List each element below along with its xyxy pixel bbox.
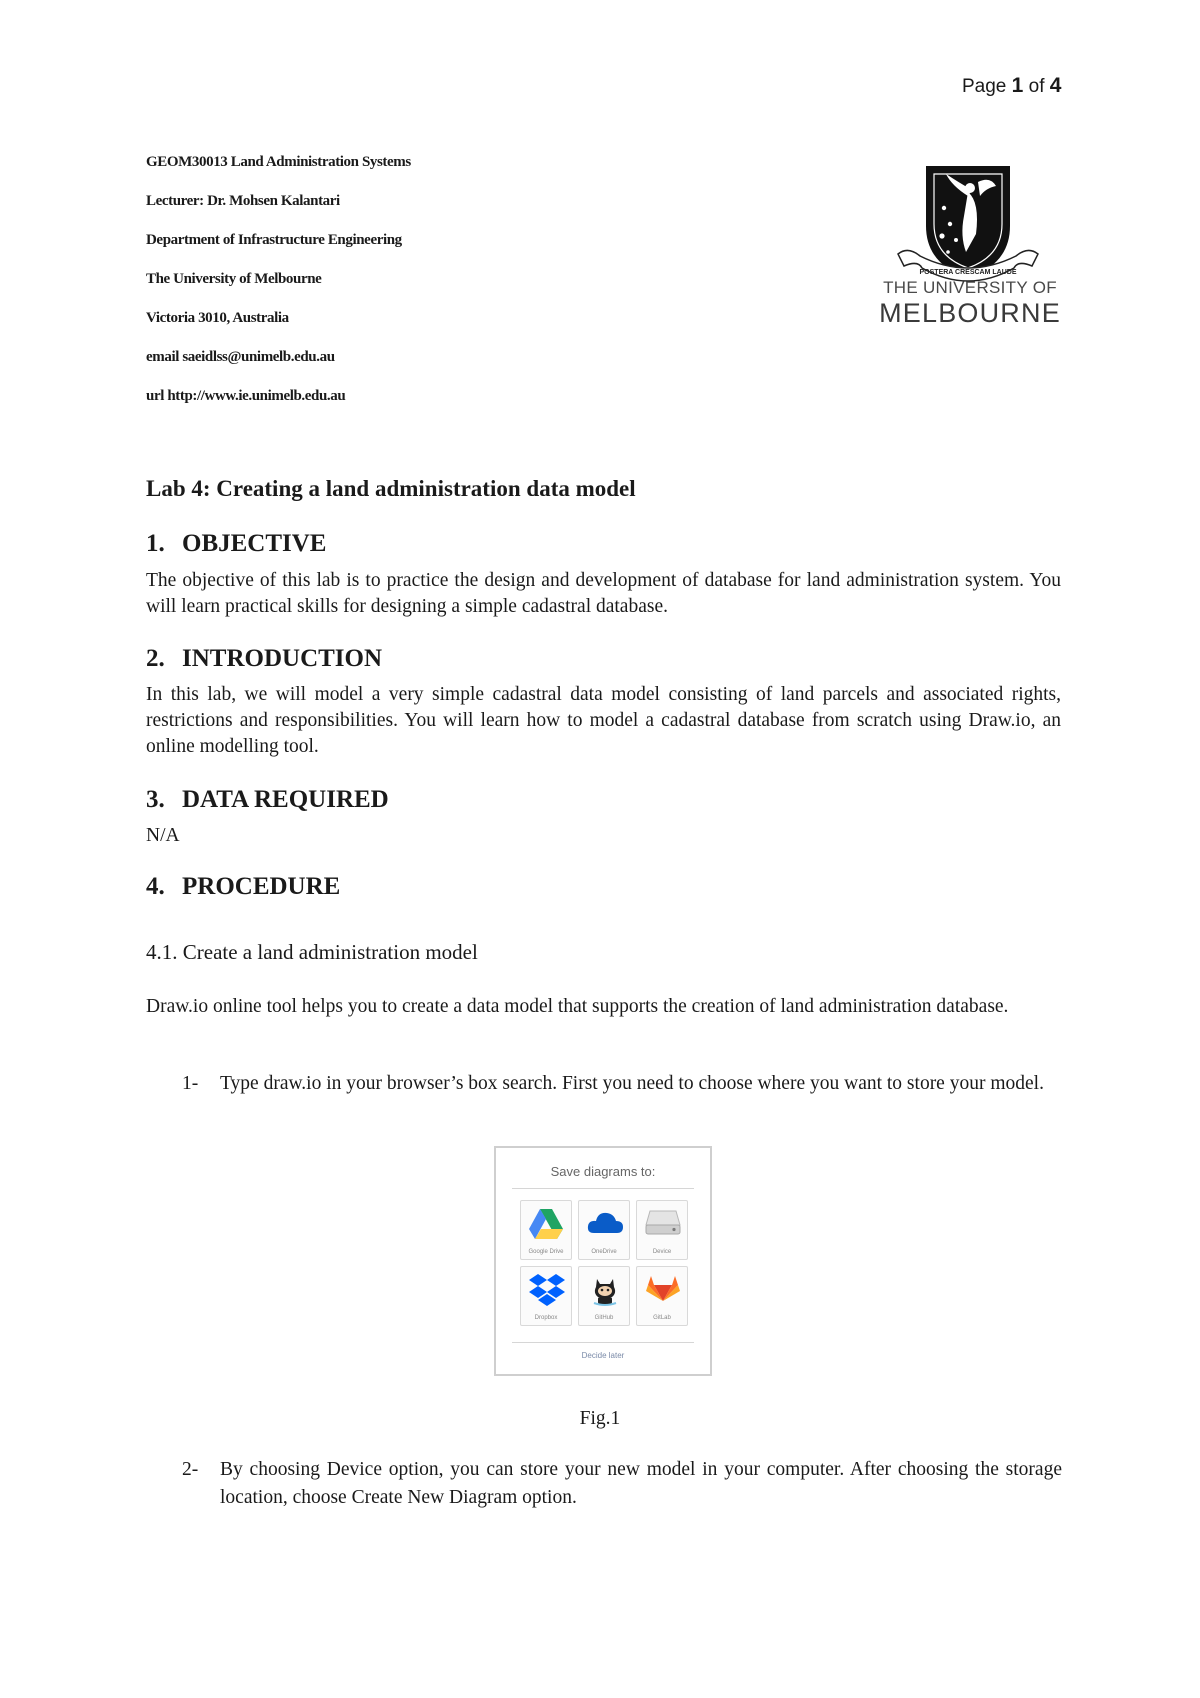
department: Department of Infrastructure Engineering	[146, 232, 402, 248]
introduction-text: In this lab, we will model a very simple cadastral data model consisting of land parcels and associated rights, restrictions and responsibilities. You will learn how to model a cadastral database from scratch using Draw.io, an online modelling tool.	[146, 684, 1061, 757]
email[interactable]: email saeidlss@unimelb.edu.au	[146, 349, 335, 365]
section-heading-introduction: 2. INTRODUCTION	[146, 645, 383, 672]
device-icon	[644, 1207, 682, 1237]
divider	[512, 1342, 694, 1343]
logo-text-line-2: MELBOURNE	[879, 298, 1061, 328]
github-option[interactable]: GitHub	[578, 1266, 630, 1326]
gitlab-icon	[644, 1273, 682, 1305]
university: The University of Melbourne	[146, 271, 322, 287]
onedrive-icon	[586, 1207, 624, 1237]
procedure-intro: Draw.io online tool helps you to create a data model that supports the creation of land administration database.	[146, 996, 1009, 1017]
save-diagrams-dialog	[494, 1146, 712, 1376]
crest-motto: POSTERA CRESCAM LAUDE	[919, 269, 1017, 276]
url[interactable]: url http://www.ie.unimelb.edu.au	[146, 388, 346, 404]
onedrive-option[interactable]: OneDrive	[578, 1200, 630, 1260]
course-header	[146, 152, 706, 425]
address: Victoria 3010, Australia	[146, 310, 289, 326]
page-number: Page 1 of 4	[962, 74, 1062, 97]
data-required-text: N/A	[146, 825, 180, 846]
subsection-heading: 4.1. Create a land administration model	[146, 940, 478, 964]
figure-caption: Fig.1	[579, 1408, 621, 1429]
section-heading-objective: 1. OBJECTIVE	[146, 530, 327, 557]
dropbox-icon	[528, 1273, 566, 1307]
course-name: GEOM30013 Land Administration Systems	[146, 154, 411, 170]
device-option[interactable]: Device	[636, 1200, 688, 1260]
gitlab-option[interactable]: GitLab	[636, 1266, 688, 1326]
objective-text: The objective of this lab is to practice the design and development of database for land administration system. You will learn practical skills for designing a simple cadastral database.	[146, 570, 1061, 617]
decide-later-link[interactable]: Decide later	[581, 1351, 625, 1360]
github-icon	[586, 1273, 624, 1307]
lab-title: Lab 4: Creating a land administration data model	[146, 476, 636, 501]
google-drive-icon	[528, 1207, 564, 1241]
section-heading-data-required: 3. DATA REQUIRED	[146, 786, 389, 813]
section-heading-procedure: 4. PROCEDURE	[146, 873, 341, 900]
lecturer: Lecturer: Dr. Mohsen Kalantari	[146, 193, 340, 209]
divider	[512, 1188, 694, 1189]
dialog-title: Save diagrams to:	[550, 1164, 656, 1179]
dropbox-option[interactable]: Dropbox	[520, 1266, 572, 1326]
google-drive-option[interactable]: Google Drive	[520, 1200, 572, 1260]
logo-text-line-1: THE UNIVERSITY OF	[883, 278, 1057, 297]
